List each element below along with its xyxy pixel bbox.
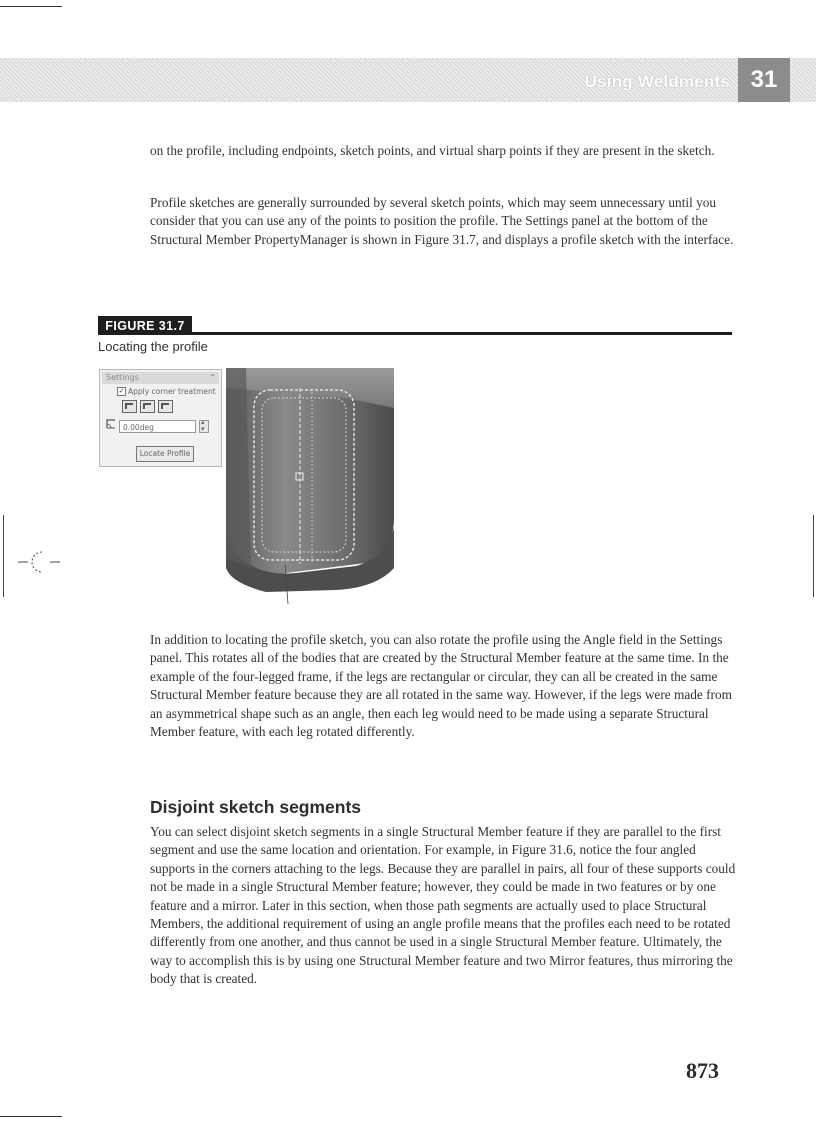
crop-mark-top-left bbox=[0, 6, 62, 7]
paragraph-profile-points: on the profile, including endpoints, sketch points, and virtual sharp points if they are present in the sketch. bbox=[150, 143, 715, 158]
settings-panel-title: Settings bbox=[106, 373, 139, 382]
locate-profile-button: Locate Profile bbox=[136, 446, 194, 462]
chapter-title: Using Weldments bbox=[584, 72, 730, 91]
corner-treatment-label: Apply corner treatment bbox=[128, 387, 216, 396]
settings-panel bbox=[99, 369, 222, 467]
section-heading: Disjoint sketch segments bbox=[150, 797, 362, 817]
angle-icon bbox=[105, 418, 117, 430]
figure-caption: Locating the profile bbox=[98, 339, 208, 354]
crop-mark-right-edge bbox=[813, 515, 814, 597]
corner-treatment-row bbox=[117, 387, 216, 396]
paragraph-profile-sketches: Profile sketches are generally surrounded by several sketch points, which may seem unnecessary until you consider that you can use any of the points to position the profile. The Settings panel at the bottom of the Structural Member PropertyManager is shown in Figure 31.7, and displays a profile sketch with the interface. bbox=[150, 195, 734, 247]
end-trim-icon bbox=[122, 400, 137, 413]
corner-treatment-checkbox: ✓ bbox=[118, 387, 125, 395]
settings-panel-header bbox=[102, 372, 219, 384]
collapse-icon: ⌃ bbox=[209, 373, 216, 382]
registration-mark-icon bbox=[18, 547, 60, 577]
figure-label: FIGURE 31.7 bbox=[98, 316, 192, 335]
crop-mark-bottom-left bbox=[0, 1116, 62, 1117]
end-butt-icon bbox=[158, 400, 173, 413]
crop-mark-left-edge bbox=[3, 515, 4, 597]
paragraph-rotate-profile: In addition to locating the profile sketch, you can also rotate the profile using the Angle field in the Settings panel. This rotates all of the bodies that are created by the Structural Member feature at the same time. In the example of the four-legged frame, if the legs are rectangular or circular, they can all be created in the same Structural Member feature because they are all rotated in the same way. However, if the legs were made from an asymmetrical shape such as an angle, then each leg would need to be made using a separate Structural Member feature, with each leg rotated differently. bbox=[150, 632, 732, 740]
corner-treatment-buttons bbox=[122, 400, 173, 413]
end-miter-icon bbox=[140, 400, 155, 413]
angle-spinner-icon bbox=[199, 420, 209, 433]
paragraph-disjoint-segments: You can select disjoint sketch segments in a single Structural Member feature if they are parallel to the first segment and use the same location and orientation. For example, in Figure 31.6, notice the four angled supports in the corners attaching to the legs. Because they are parallel in pairs, all four of these supports could not be made in a single Structural Member feature; however, they could be made in two features or by one feature and a mirror. Later in this section, when those path segments are actually used to place Structural Members, the additional requirement of using an angle profile means that the profiles each need to be rotated differently from one another, and thus cannot be used in a single Structural Member feature. Ultimately, the way to accomplish this is by using one Structural Member feature and two Mirror features, thus mirroring the body that is created. bbox=[150, 824, 736, 987]
angle-field: 0.00deg bbox=[119, 420, 196, 433]
page-number: 873 bbox=[686, 1058, 719, 1083]
profile-render-image bbox=[226, 368, 394, 604]
chapter-number-tab: 31 bbox=[738, 58, 790, 102]
figure-rule bbox=[192, 332, 732, 335]
